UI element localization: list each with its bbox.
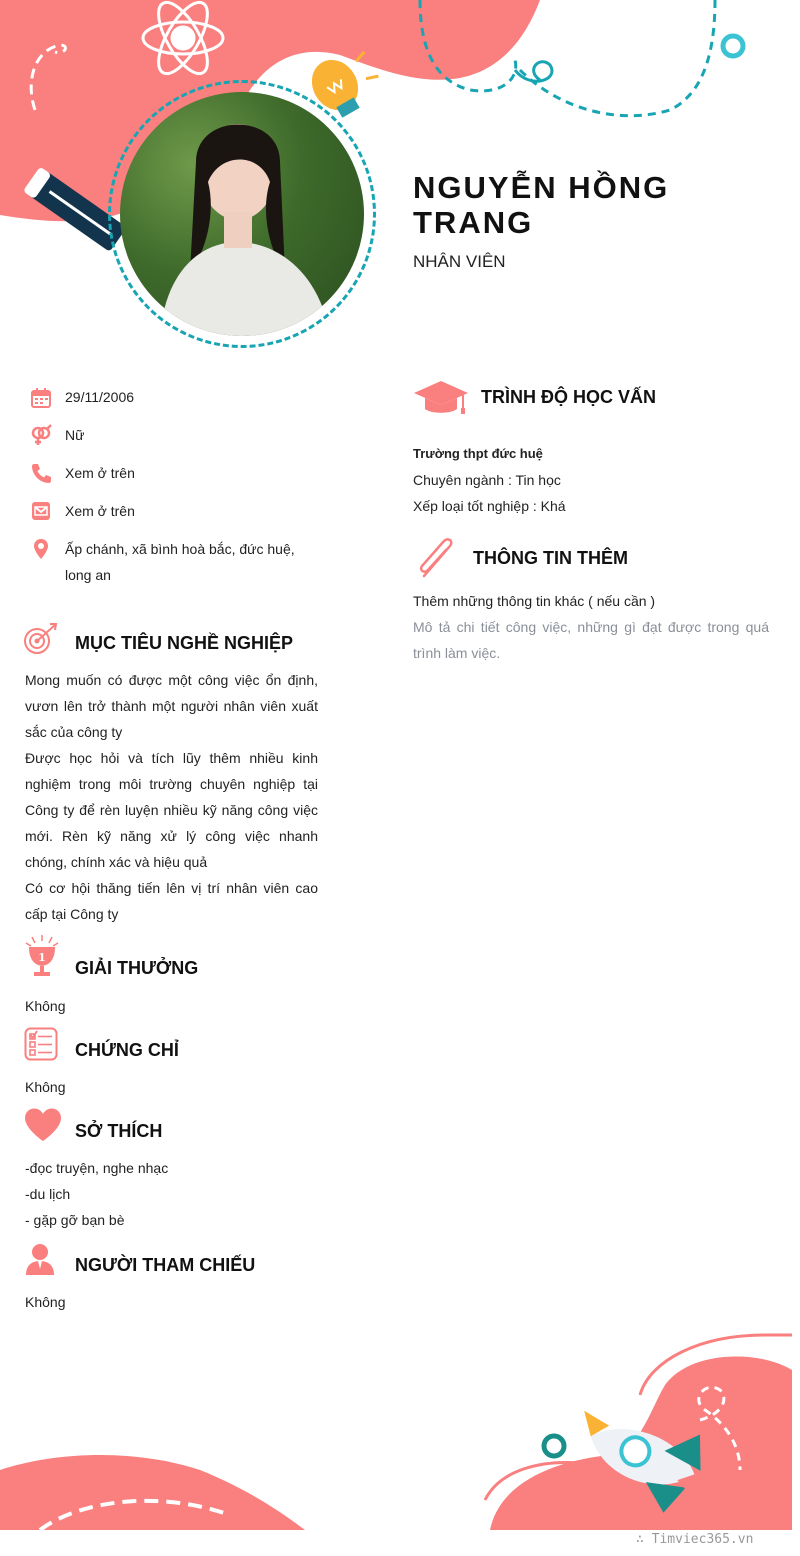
email-icon bbox=[30, 500, 52, 522]
objective-body bbox=[25, 667, 318, 927]
email-text: Xem ở trên bbox=[65, 503, 135, 519]
objective-paragraph: Mong muốn có được một công việc ổn định, vươn lên trở thành một người nhân viên xuất sắc của công ty bbox=[25, 672, 318, 740]
paperclip-icon bbox=[416, 536, 460, 580]
trophy-icon bbox=[24, 935, 60, 979]
address-text: Ấp chánh, xã bình hoà bắc, đức huệ, long an bbox=[65, 541, 295, 583]
references-title: NGƯỜI THAM CHIẾU bbox=[75, 1255, 256, 1275]
extra-title: THÔNG TIN THÊM bbox=[473, 548, 628, 568]
awards-text: Không bbox=[25, 998, 66, 1014]
school-name: Trường thpt đức huệ bbox=[413, 446, 543, 461]
gender-icon bbox=[30, 424, 52, 446]
footer-brand-text: Timviec365.vn bbox=[651, 1532, 754, 1547]
avatar bbox=[120, 92, 364, 336]
person-icon bbox=[25, 1243, 55, 1275]
checklist-icon bbox=[24, 1027, 58, 1061]
hobbies-title: SỞ THÍCH bbox=[75, 1121, 163, 1141]
list-item: -du lịch bbox=[25, 1186, 71, 1202]
target-icon bbox=[22, 622, 58, 658]
footer-brand: ∴ Timviec365.vn bbox=[636, 1532, 754, 1547]
profile-photo bbox=[120, 92, 364, 336]
gender-text: Nữ bbox=[65, 427, 85, 443]
heart-icon bbox=[24, 1108, 62, 1142]
job-role: NHÂN VIÊN bbox=[413, 252, 506, 271]
contact-gender bbox=[30, 423, 85, 446]
education-title: TRÌNH ĐỘ HỌC VẤN bbox=[481, 387, 656, 407]
education-major: Chuyên ngành : Tin học bbox=[413, 472, 561, 488]
location-icon bbox=[30, 538, 52, 560]
graduation-cap-icon bbox=[413, 379, 469, 415]
objective-paragraph: Có cơ hội thăng tiến lên vị trí nhân viên cao cấp tại Công ty bbox=[25, 880, 318, 922]
full-name: NGUYỄN HỒNG TRANG bbox=[413, 170, 670, 240]
references-text: Không bbox=[25, 1294, 66, 1310]
list-item: -đọc truyện, nghe nhạc bbox=[25, 1160, 169, 1176]
phone-text: Xem ở trên bbox=[65, 465, 135, 481]
svg-text:1: 1 bbox=[38, 951, 46, 964]
extra-line-2: Mô tả chi tiết công việc, những gì đạt được trong quá trình làm việc. bbox=[413, 619, 769, 661]
objective-paragraph: Được học hỏi và tích lũy thêm nhiều kinh nghiệm trong môi trường chuyên nghiệp tại Công ty để rèn luyện nhiều kỹ năng công việc mới. Rèn kỹ năng xử lý công việc nhanh chóng, chính xác và hiệu quả bbox=[25, 750, 318, 870]
awards-title: GIẢI THƯỞNG bbox=[75, 958, 199, 978]
contact-address bbox=[30, 537, 295, 583]
certificates-title: CHỨNG CHỈ bbox=[75, 1040, 179, 1060]
calendar-icon bbox=[30, 387, 52, 409]
education-grade: Xếp loại tốt nghiệp : Khá bbox=[413, 498, 566, 514]
contact-birthday bbox=[30, 386, 135, 409]
contact-email bbox=[30, 499, 135, 522]
objective-title: MỤC TIÊU NGHỀ NGHIỆP bbox=[75, 633, 294, 653]
profile-photo-frame bbox=[108, 80, 376, 348]
certificates-text: Không bbox=[25, 1079, 66, 1095]
birthday-text: 29/11/2006 bbox=[65, 389, 135, 405]
education-body bbox=[413, 441, 566, 519]
phone-icon bbox=[30, 462, 52, 484]
extra-line-1: Thêm những thông tin khác ( nếu cần ) bbox=[413, 593, 656, 609]
list-item: - gặp gỡ bạn bè bbox=[25, 1212, 125, 1228]
hobbies-list bbox=[25, 1155, 168, 1233]
contact-phone bbox=[30, 461, 135, 484]
